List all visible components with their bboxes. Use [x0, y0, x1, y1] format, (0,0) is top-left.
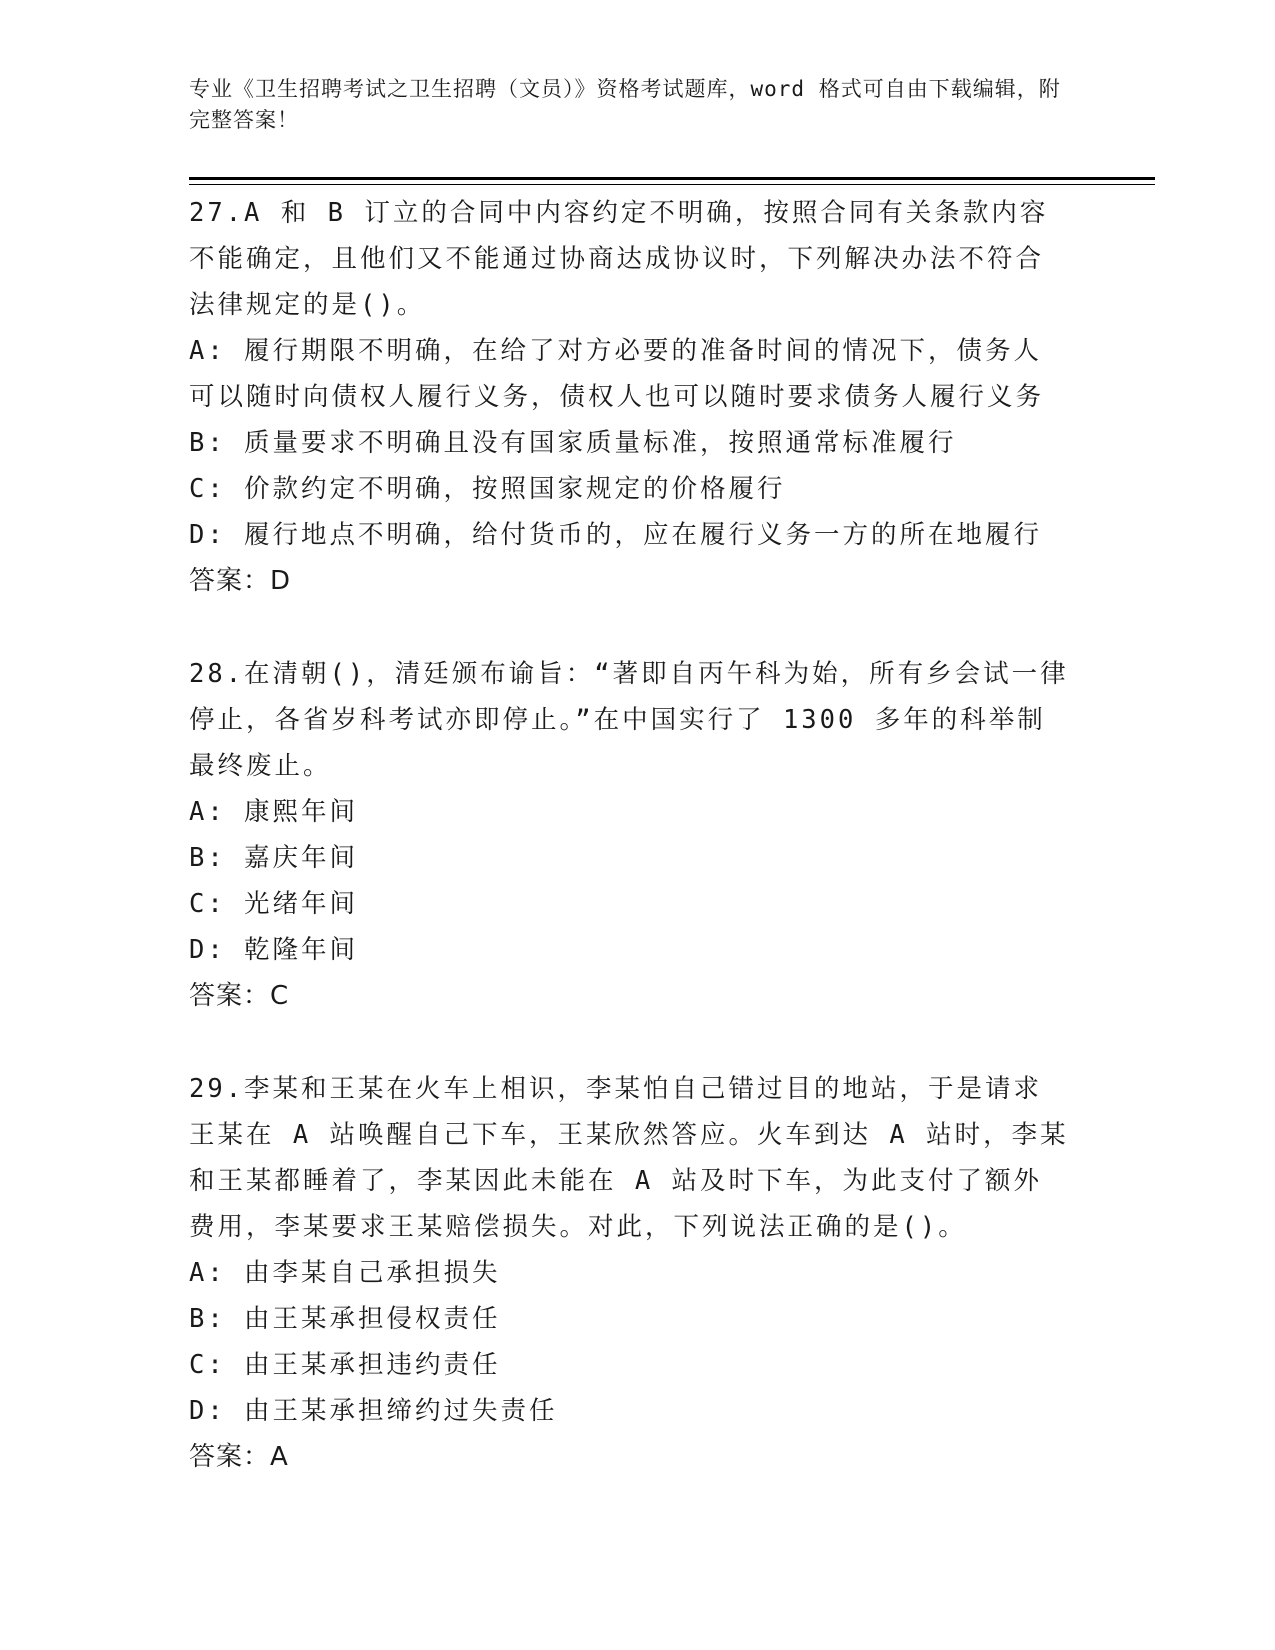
answer: 答案：D: [189, 566, 292, 596]
option-a: A: 康熙年间: [189, 797, 359, 827]
question-29: [189, 1066, 1089, 1480]
answer: 答案：C: [189, 981, 290, 1011]
answer: 答案：A: [189, 1442, 289, 1472]
question-list: [189, 190, 1089, 1480]
option-d: D: 由王某承担缔约过失责任: [189, 1396, 558, 1426]
option-a: A: 由李某自己承担损失: [189, 1258, 501, 1288]
option-b: B: 嘉庆年间: [189, 843, 359, 873]
option-b: B: 质量要求不明确且没有国家质量标准，按照通常标准履行: [189, 428, 957, 458]
option-d: D: 履行地点不明确，给付货币的，应在履行义务一方的所在地履行: [189, 520, 1043, 550]
spacer: [189, 604, 1089, 651]
option-b: B: 由王某承担侵权责任: [189, 1304, 501, 1334]
option-c: C: 光绪年间: [189, 889, 359, 919]
spacer: [189, 1019, 1089, 1066]
header-divider-thick: [189, 177, 1155, 180]
option-a: A: 履行期限不明确，在给了对方必要的准备时间的情况下，债务人可以随时向债权人履行义务，债权人也可以随时要求债务人履行义务: [189, 336, 1045, 412]
question-stem: 28.在清朝()，清廷颁布谕旨：“著即自丙午科为始，所有乡会试一律停止，各省岁科考试亦即停止。”在中国实行了 1300 多年的科举制最终废止。: [189, 659, 1069, 781]
option-c: C: 由王某承担违约责任: [189, 1350, 501, 1380]
document-header: 专业《卫生招聘考试之卫生招聘（文员）》资格考试题库，word 格式可自由下载编辑，附完整答案！: [189, 77, 1061, 132]
question-28: [189, 651, 1089, 1019]
option-c: C: 价款约定不明确，按照国家规定的价格履行: [189, 474, 786, 504]
question-27: [189, 190, 1089, 604]
header-divider-thin: [189, 184, 1155, 185]
question-stem: 27.A 和 B 订立的合同中内容约定不明确，按照合同有关条款内容不能确定，且他们又不能通过协商达成协议时，下列解决办法不符合法律规定的是()。: [189, 198, 1049, 320]
option-d: D: 乾隆年间: [189, 935, 359, 965]
question-stem: 29.李某和王某在火车上相识，李某怕自己错过目的地站，于是请求王某在 A 站唤醒自己下车，王某欣然答应。火车到达 A 站时，李某和王某都睡着了，李某因此未能在 A 站及时下车，为此支付了额外费用，李某要求王某赔偿损失。对此，下列说法正确的是()。: [189, 1074, 1069, 1242]
